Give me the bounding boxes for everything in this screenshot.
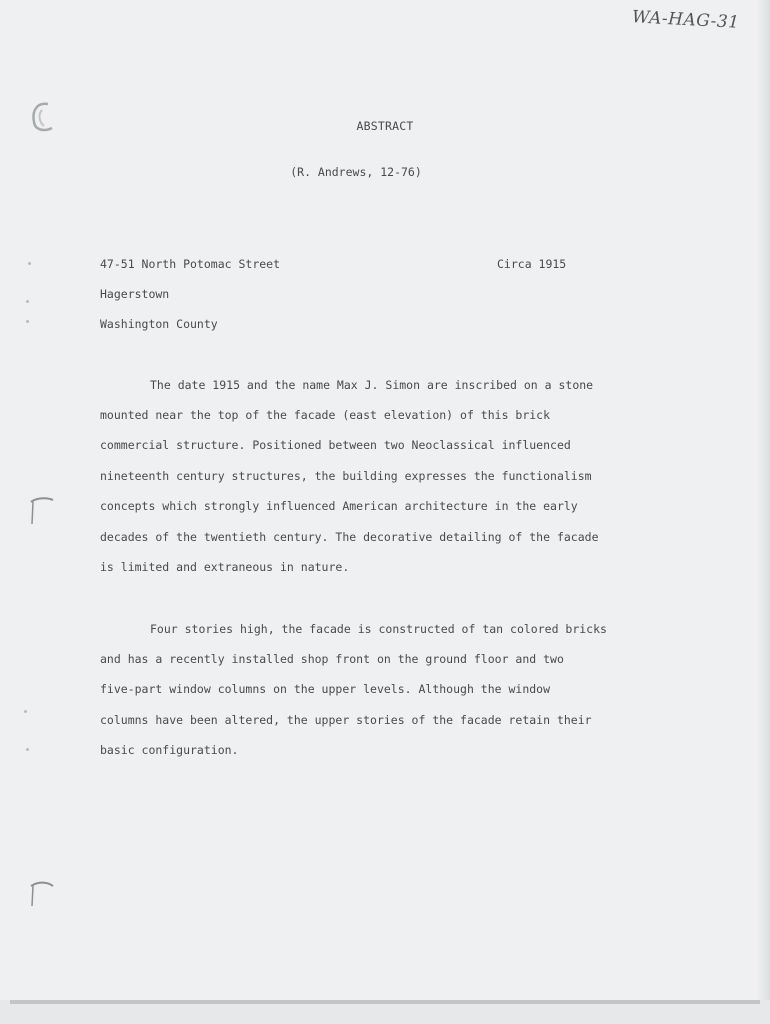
page-edge-shadow bbox=[756, 0, 770, 1024]
page-bottom-edge-line bbox=[10, 1000, 760, 1004]
construction-date: Circa 1915 bbox=[497, 257, 567, 271]
document-title: ABSTRACT bbox=[356, 119, 414, 133]
paragraph-line: basic configuration. bbox=[100, 743, 239, 757]
punch-hole-mark bbox=[28, 878, 56, 912]
paragraph-line: mounted near the top of the facade (east elevation) of this brick bbox=[100, 408, 551, 422]
paper-speck bbox=[24, 710, 27, 713]
handwritten-inventory-number: WA-HAG-31 bbox=[631, 7, 740, 33]
address-street: 47-51 North Potomac Street bbox=[100, 257, 281, 271]
paragraph-line: The date 1915 and the name Max J. Simon are inscribed on a stone bbox=[150, 378, 594, 392]
paragraph-line: and has a recently installed shop front on the ground floor and two bbox=[100, 652, 564, 666]
paper-speck bbox=[26, 748, 29, 751]
paragraph-line: is limited and extraneous in nature. bbox=[100, 560, 350, 574]
paragraph-line: five-part window columns on the upper levels. Although the window bbox=[100, 682, 551, 696]
paragraph-line: decades of the twentieth century. The decorative detailing of the facade bbox=[100, 530, 599, 544]
paragraph-line: nineteenth century structures, the building expresses the functionalism bbox=[100, 469, 592, 483]
document-author-date: (R. Andrews, 12-76) bbox=[290, 165, 422, 179]
paper-speck bbox=[28, 262, 31, 265]
address-town: Hagerstown bbox=[100, 287, 170, 301]
paragraph-line: columns have been altered, the upper stories of the facade retain their bbox=[100, 713, 592, 727]
paragraph-line: concepts which strongly influenced American architecture in the early bbox=[100, 499, 578, 513]
paragraph-line: Four stories high, the facade is constructed of tan colored bricks bbox=[150, 622, 607, 636]
punch-hole-mark bbox=[28, 494, 56, 528]
paragraph-line: commercial structure. Positioned between two Neoclassical influenced bbox=[100, 438, 571, 452]
address-county: Washington County bbox=[100, 317, 218, 331]
paper-speck bbox=[26, 320, 29, 323]
paper-speck bbox=[26, 300, 29, 303]
